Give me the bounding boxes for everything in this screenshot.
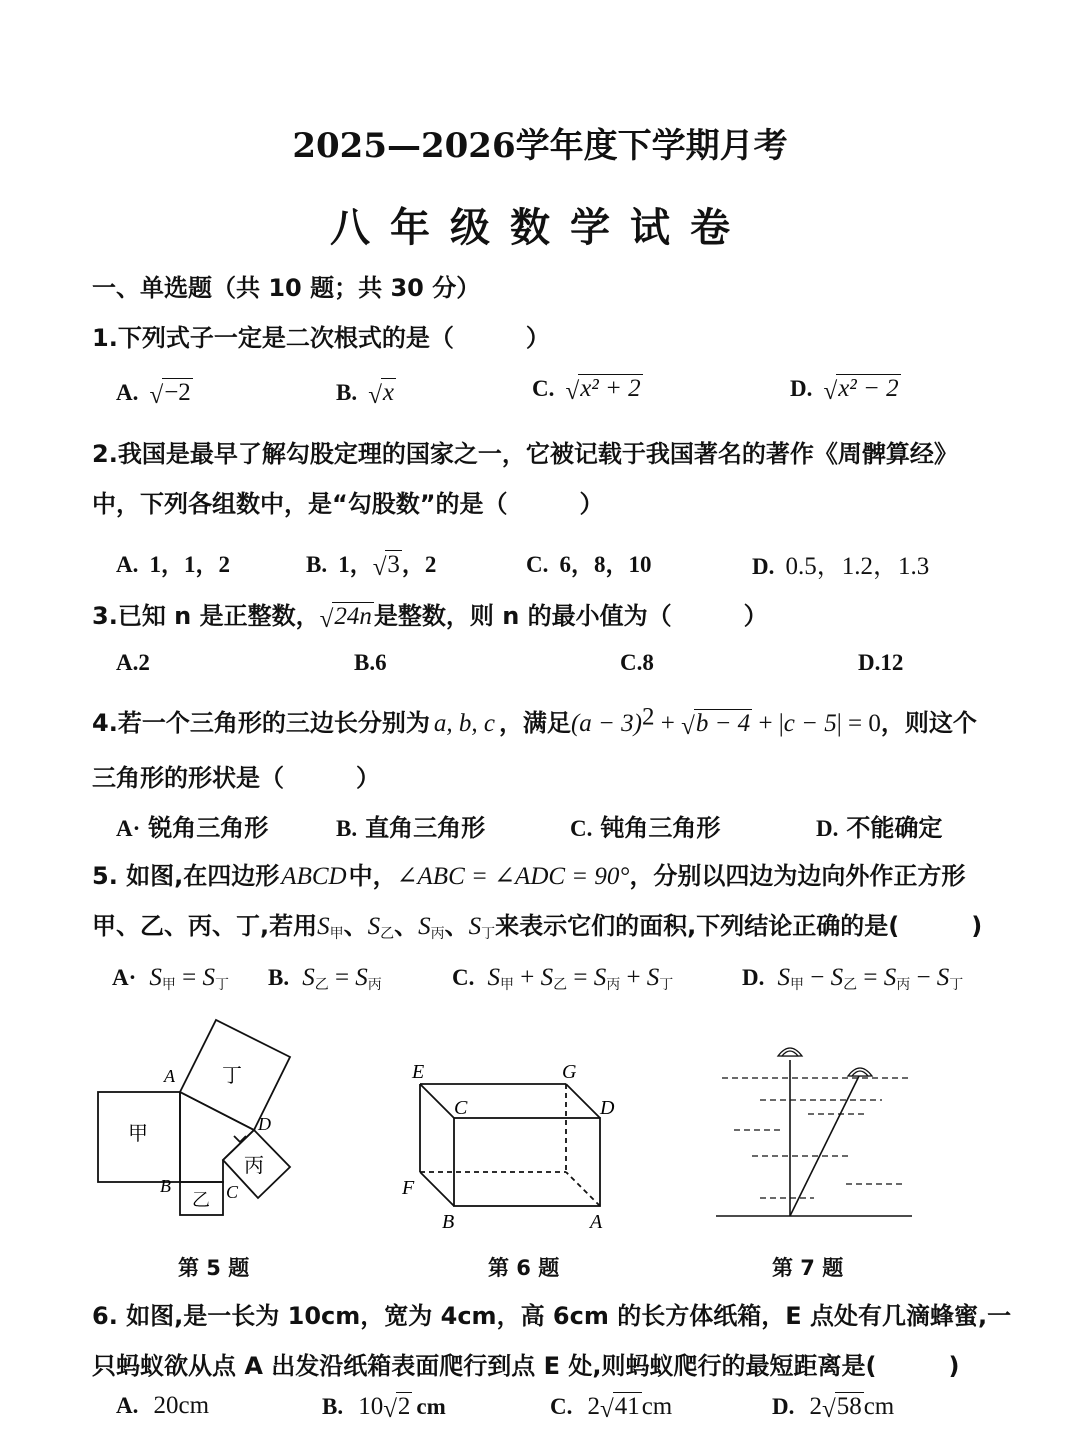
exam-subtitle: 八年级数学试卷	[330, 205, 750, 251]
label-b: B	[442, 1211, 455, 1233]
label-jia: 甲	[128, 1123, 148, 1145]
label-a: A	[164, 1066, 175, 1086]
lotus-stem-tilted	[790, 1074, 860, 1216]
q2-option-b[interactable]: B. 1，√3，2	[306, 551, 437, 581]
section-heading: 一、单选题（共 10 题；共 30 分）	[92, 274, 481, 302]
figure-7-caption: 第 7 题	[772, 1256, 844, 1280]
quadrilateral-abcd	[180, 1092, 254, 1182]
q2-option-a[interactable]: A. 1，1，2	[116, 552, 230, 577]
label-a: A	[590, 1211, 603, 1233]
q4-option-c[interactable]: C. 钝角三角形	[570, 814, 721, 842]
q4-line2: 三角形的形状是（ ）	[92, 764, 380, 792]
q3-option-b[interactable]: B.6	[354, 650, 387, 675]
figure-6	[398, 1052, 638, 1242]
label-yi: 乙	[192, 1190, 210, 1210]
q1-d-expr: x² − 2	[838, 375, 899, 402]
q4-option-b[interactable]: B. 直角三角形	[336, 814, 486, 842]
q3-root: 24n	[334, 603, 372, 630]
figure-5	[88, 1012, 308, 1222]
label-bing: 丙	[244, 1155, 264, 1177]
q6-option-a[interactable]: A. 20cm	[116, 1392, 210, 1419]
label-b: B	[160, 1176, 171, 1196]
q6-option-c[interactable]: C. 2√41cm	[550, 1393, 673, 1423]
q1-a-expr: −2	[164, 379, 191, 406]
q4-stem: 4.若一个三角形的三边长分别为 a, b, c ，满足$(a - 3)^2 + √b - 4 + |c - 5| = 0$，则这个	[92, 703, 977, 740]
q6-option-b[interactable]: B. 10√2 cm	[322, 1393, 446, 1423]
label-ding: 丁	[222, 1065, 242, 1087]
q2-line2: 中，下列各组数中，是“勾股数”的是（ ）	[92, 490, 604, 518]
label-c: C	[454, 1097, 468, 1119]
figure-5-caption: 第 5 题	[178, 1256, 250, 1280]
q2-option-c[interactable]: C. 6，8，10	[526, 552, 652, 577]
q5-option-a[interactable]: $A\cdot S_甲 = S_丁$	[112, 964, 229, 994]
exam-title: 2025—2026学年度下学期月考	[292, 126, 788, 166]
q2-option-d[interactable]: D. 0.5，1.2，1.3	[752, 553, 930, 580]
label-d: D	[258, 1114, 271, 1134]
label-d: D	[600, 1097, 615, 1119]
figure-7	[708, 1036, 922, 1226]
label-f: F	[402, 1177, 415, 1199]
q5-option-d[interactable]: D. $S_甲 - S_乙 = S_丙 - S_丁$	[742, 964, 964, 994]
q4-option-a[interactable]: A· 锐角三角形	[116, 814, 269, 842]
right-angle-mark	[234, 1136, 246, 1142]
figure-6-caption: 第 6 题	[488, 1256, 560, 1280]
q1-option-a[interactable]: A. √−2	[116, 379, 191, 409]
q1-b-expr: x	[382, 379, 395, 406]
label-g: G	[562, 1061, 577, 1083]
q6-line2: 只蚂蚁欲从点 A 出发沿纸箱表面爬行到点 E 处,则蚂蚁爬行的最短距离是( )	[92, 1352, 960, 1380]
q3-option-d[interactable]: D.12	[858, 650, 904, 675]
q1-option-d[interactable]: D. √x² − 2	[790, 375, 899, 405]
q1-option-b[interactable]: B. √x	[336, 379, 395, 409]
lotus-flower-tilted-icon	[848, 1068, 872, 1076]
lotus-flower-upright-icon	[778, 1048, 802, 1056]
label-e: E	[412, 1061, 425, 1083]
q5-line1: 5. 如图,在四边形ABCD中，∠ABC = ∠ADC = 90°，分别以四边为边向外作正方形	[92, 862, 966, 890]
q6-line1: 6. 如图,是一长为 10cm，宽为 4cm，高 6cm 的长方体纸箱，E 点处有几滴蜂蜜,一	[92, 1302, 1012, 1330]
q3-option-a[interactable]: A.2	[116, 650, 150, 675]
q1-c-expr: x² + 2	[580, 375, 641, 402]
q3-stem: 3.已知 n 是正整数，√24n是整数，则 n 的最小值为（ ）	[92, 602, 768, 633]
q5-option-c[interactable]: C. $S_甲 + S_乙 = S_丙 + S_丁$	[452, 964, 674, 994]
q3-option-c[interactable]: C.8	[620, 650, 654, 675]
q5-option-b[interactable]: B. $S_乙 = S_丙$	[268, 964, 382, 994]
q5-line2: 甲、乙、丙、丁,若用$S_甲$、$S_乙$、$S_丙$、$S_丁$来表示它们的面积,下列结论正确的是( )	[92, 912, 983, 943]
q2-line1: 2.我国是最早了解勾股定理的国家之一，它被记载于我国著名的著作《周髀算经》	[92, 440, 958, 468]
q1-stem: 1.下列式子一定是二次根式的是（ ）	[92, 324, 550, 352]
q6-option-d[interactable]: D. 2√58cm	[772, 1393, 895, 1423]
q4-option-d[interactable]: D. 不能确定	[816, 814, 943, 842]
label-c: C	[226, 1182, 239, 1202]
q1-option-c[interactable]: C. √x² + 2	[532, 375, 641, 405]
